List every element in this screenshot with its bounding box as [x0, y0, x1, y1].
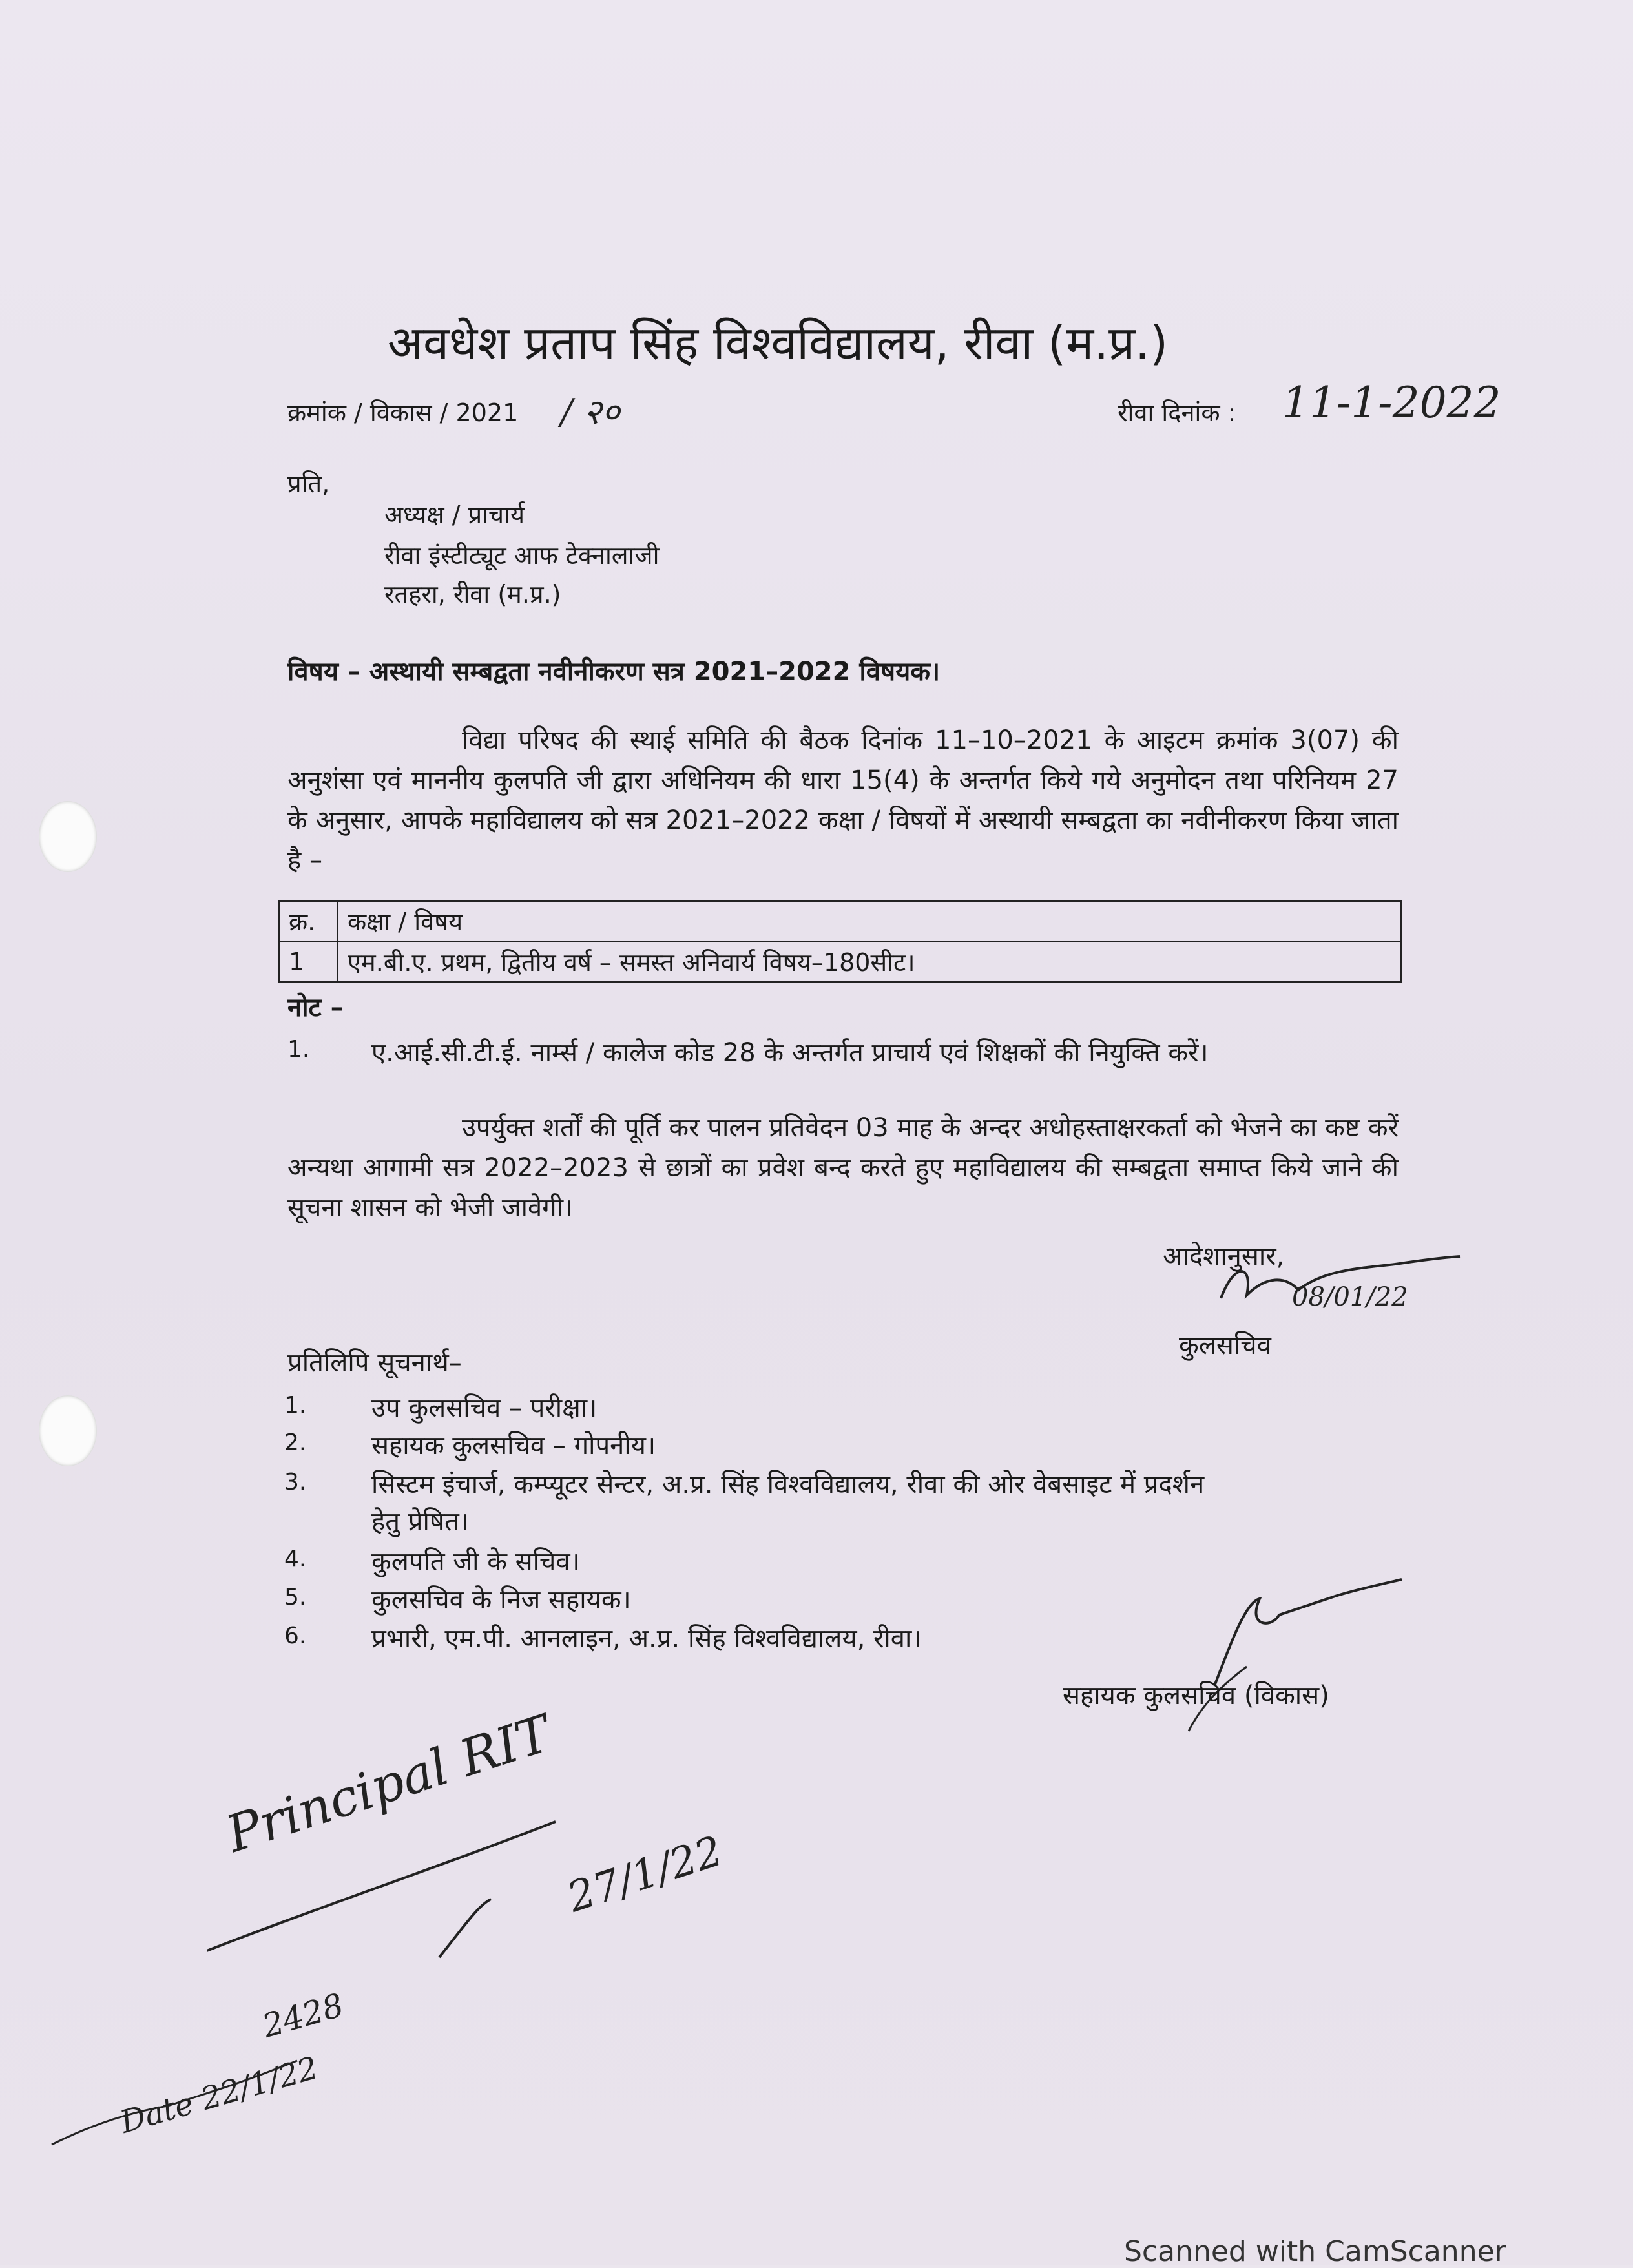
copy-number: 1.: [284, 1392, 307, 1419]
table-row: [279, 942, 1401, 983]
copy-number: 4.: [284, 1546, 307, 1572]
paragraph-warning: उपर्युक्त शर्तों की पूर्ति कर पालन प्रतिवेदन 03 माह के अन्दर अधोहस्ताक्षरकर्ता को भेजने का कष्ट करें अन्यथा आगामी सत्र 2022–2023 से छात्रों का प्रवेश बन्द करते हुए महाविद्यालय की सम्बद्वता समाप्त किये जाने की सूचना शासन को भेजी जावेगी।: [287, 1113, 1399, 1223]
copy-number: 2.: [284, 1430, 307, 1456]
paragraph-main: विद्या परिषद की स्थाई समिति की बैठक दिनांक 11–10–2021 के आइटम क्रमांक 3(07) की अनुशंसा एवं माननीय कुलपति जी द्वारा अधिनियम की धारा 15(4) के अन्तर्गत किये गये अनुमोदन तथा परिनियम 27 के अनुसार, आपके महाविद्यालय को सत्र 2021–2022 कक्षा / विषयों में अस्थायी सम्बद्वता का नवीनीकरण किया जाता है –: [287, 725, 1399, 875]
recipient-line: अध्यक्ष / प्राचार्य: [384, 501, 525, 529]
registrar-designation: कुलसचिव: [1179, 1331, 1271, 1360]
handwritten-inward-number: 2428: [258, 1986, 348, 2045]
copy-number: 5.: [284, 1584, 307, 1610]
note-label: नोट –: [287, 993, 344, 1023]
date-handwritten: 11-1-2022: [1282, 378, 1501, 428]
handwritten-inward-scribble: [39, 2041, 310, 2158]
copy-item: सहायक कुलसचिव – गोपनीय।: [371, 1431, 656, 1461]
copy-number: 3.: [284, 1469, 307, 1495]
copy-item: प्रभारी, एम.पी. आनलाइन, अ.प्र. सिंह विश्वविद्यालय, रीवा।: [371, 1624, 922, 1654]
copy-item: सिस्टम इंचार्ज, कम्प्यूटर सेन्टर, अ.प्र. सिंह विश्वविद्यालय, रीवा की ओर वेबसाइट में प्रदर्शन: [371, 1470, 1205, 1499]
handwritten-date: 27/1/22: [562, 1827, 729, 1922]
order-text: आदेशानुसार,: [1163, 1242, 1285, 1271]
handwritten-principal-note: Principal RIT: [220, 1704, 558, 1864]
table-header-cell: क्र.: [279, 901, 338, 942]
handwritten-inward-date: Date 22/1/22: [116, 2050, 322, 2141]
recipient-prefix: प्रति,: [287, 470, 330, 498]
subject-line: विषय – अस्थायी सम्बद्वता नवीनीकरण सत्र 2021–2022 विषयक।: [287, 657, 941, 687]
table-cell: 1: [279, 942, 338, 983]
recipient-line: रतहरा, रीवा (म.प्र.): [384, 580, 561, 609]
punch-hole: [39, 1395, 97, 1466]
table-header-cell: कक्षा / विषय: [338, 901, 1401, 942]
reference-number: क्रमांक / विकास / 2021: [287, 399, 519, 427]
copy-item: हेतु प्रेषित।: [371, 1507, 469, 1537]
assistant-registrar-designation: सहायक कुलसचिव (विकास): [1063, 1681, 1329, 1711]
scanner-footer: Scanned with CamScanner: [1124, 2235, 1506, 2268]
copy-item: उप कुलसचिव – परीक्षा।: [371, 1393, 598, 1423]
registrar-sign-date: 08/01/22: [1292, 1282, 1408, 1312]
assistant-registrar-signature: [1150, 1576, 1408, 1744]
copy-item: कुलसचिव के निज सहायक।: [371, 1585, 631, 1615]
date-label: रीवा दिनांक :: [1118, 399, 1236, 427]
copy-item: कुलपति जी के सचिव।: [371, 1547, 580, 1577]
handwritten-underline: [207, 1796, 568, 1970]
table-header-row: [279, 901, 1401, 942]
class-subject-table: [278, 900, 1402, 983]
recipient-line: रीवा इंस्टीट्यूट आफ टेक्नालाजी: [384, 541, 660, 570]
table-cell: एम.बी.ए. प्रथम, द्वितीय वर्ष – समस्त अनिवार्य विषय–180सीट।: [338, 942, 1401, 983]
note-text: ए.आई.सी.टी.ई. नार्म्स / कालेज कोड 28 के अन्तर्गत प्राचार्य एवं शिक्षकों की नियुक्ति करें।: [371, 1038, 1209, 1068]
copy-label: प्रतिलिपि सूचनार्थ–: [287, 1348, 462, 1378]
copy-number: 6.: [284, 1623, 307, 1649]
reference-handwritten: / २०: [561, 391, 620, 432]
note-number: 1.: [287, 1036, 310, 1063]
university-title: अवधेश प्रताप सिंह विश्वविद्यालय, रीवा (म.प्र.): [388, 316, 1169, 370]
punch-hole: [39, 801, 97, 872]
